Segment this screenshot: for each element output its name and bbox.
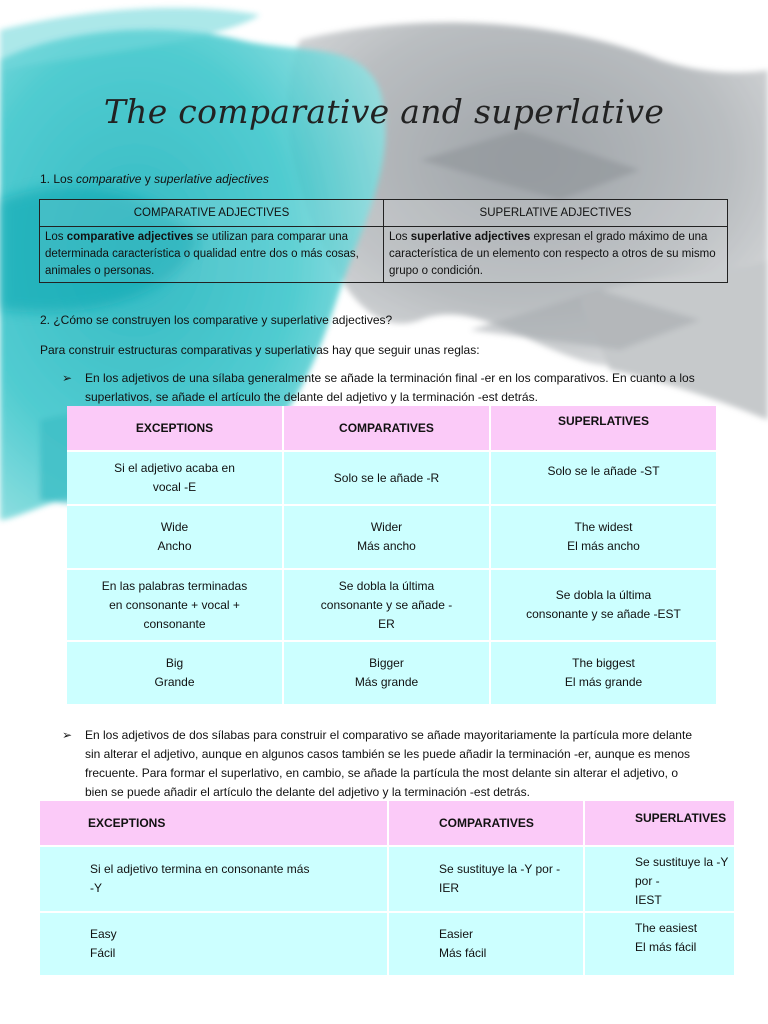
bullet-arrow-icon: ➢ [62,728,73,742]
table-cell: Se dobla la última consonante y se añade - ER [282,568,489,640]
def-sup-bold: superlative adjectives [410,231,531,243]
def-header-comparative: COMPARATIVE ADJECTIVES [40,200,384,227]
table-cell: Solo se le añade -R [282,450,489,504]
table-cell: The widest El más ancho [489,504,716,568]
t2-header-superlatives: SUPERLATIVES [583,801,734,845]
table-cell: Solo se le añade -ST [489,450,716,504]
t1-header-superlatives: SUPERLATIVES [489,406,716,450]
bullet-arrow-icon: ➢ [62,371,73,385]
definitions-table [39,199,728,283]
def-comp-pre: Los [45,231,64,243]
rule-2-line: sin alterar el adjetivo, aunque en algunos casos también se les puede añadir la terminación -er, aunque es menos [85,747,691,761]
rules-table-one-syllable [67,406,716,704]
table-cell: Easy Fácil [40,911,387,975]
t1-header-comparatives: COMPARATIVES [282,406,489,450]
t2-header-comparatives: COMPARATIVES [387,801,583,845]
table-cell: Bigger Más grande [282,640,489,704]
table-cell: The easiest El más fácil [583,911,734,975]
section-1-number: 1. Los [40,172,73,186]
table-cell: Big Grande [67,640,282,704]
rule-1-text [85,369,695,407]
def-sup-pre: Los [389,231,408,243]
rule-2-line: frecuente. Para formar el superlativo, en cambio, se añade la partícula the most delante sin alterar el adjetivo, o [85,766,678,780]
def-header-superlative: SUPERLATIVE ADJECTIVES [384,200,728,227]
table-cell: Wider Más ancho [282,504,489,568]
t2-header-exceptions: EXCEPTIONS [40,801,387,845]
rule-1-line: En los adjetivos de una sílaba generalmente se añade la terminación final -er en los comparativos. En cuanto a los [85,371,695,385]
table-cell: Easier Más fácil [387,911,583,975]
table-cell: The biggest El más grande [489,640,716,704]
table-cell: En las palabras terminadas en consonante + vocal + consonante [67,568,282,640]
table-cell: Si el adjetivo acaba en vocal -E [67,450,282,504]
section-1-mid: y [144,172,151,186]
rule-2-text [85,726,692,802]
rules-intro: Para construir estructuras comparativas y superlativas hay que seguir unas reglas: [40,343,480,357]
t1-header-exceptions: EXCEPTIONS [67,406,282,450]
table-cell: Se sustituye la -Y por - IER [387,845,583,911]
table-cell: Se dobla la última consonante y se añade -EST [489,568,716,640]
rules-table-two-syllable [40,801,734,975]
table-cell: Si el adjetivo termina en consonante más -Y [40,845,387,911]
section-2-heading: 2. ¿Cómo se construyen los comparative y superlative adjectives? [40,313,393,327]
def-comp-post: se utilizan para comparar una determinada característica o qualidad entre dos o más cosas, animales o personas. [45,231,359,277]
section-1-heading [40,170,269,188]
rule-2-line: bien se puede añadir el artículo the delante del adjetivo y la terminación -est detrás. [85,785,530,799]
rule-2-line: En los adjetivos de dos sílabas para construir el comparativo se añade mayoritariamente la partícula more delante [85,728,692,742]
section-1-italic-b: superlative adjectives [154,172,269,186]
def-sup-post: expresan el grado máximo de una característica de un elemento con respecto a otros de su mismo grupo o condición. [389,231,716,277]
def-cell-comparative [40,227,384,283]
page-title: The comparative and superlative [103,92,665,131]
table-cell: Se sustituye la -Y por - IEST [583,845,734,911]
table-cell: Wide Ancho [67,504,282,568]
rule-1-line: superlativos, se añade el artículo the delante del adjetivo y la terminación -est detrás. [85,390,538,404]
def-comp-bold: comparative adjectives [66,231,194,243]
def-cell-superlative [384,227,728,283]
section-1-italic-a: comparative [76,172,142,186]
